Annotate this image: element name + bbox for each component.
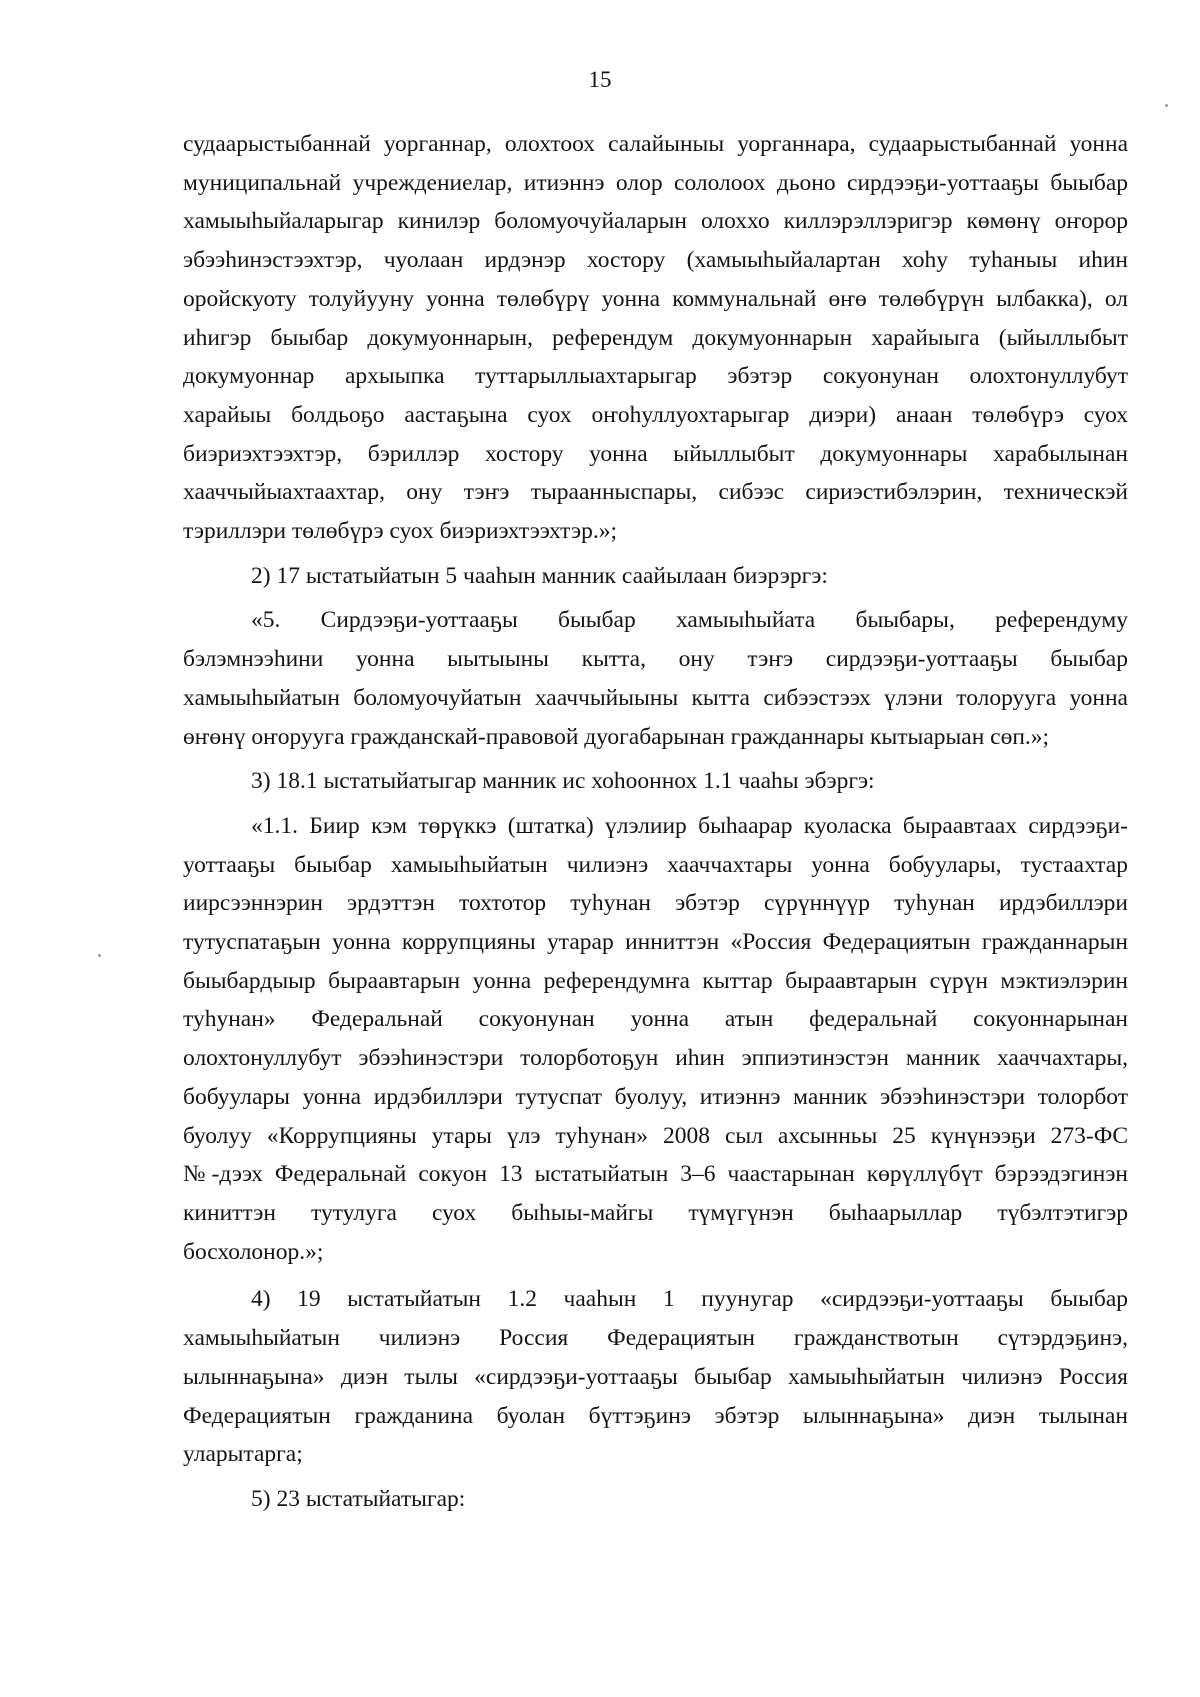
paragraph-item-5 bbox=[183, 1480, 1128, 1519]
text-line: бобуулары уонна ирдэбиллэри тутуспат буолуу, итиэннэ манник эбээһинэстэри толорбот bbox=[183, 1083, 1128, 1110]
text-line: муниципальнай учреждениелар, итиэннэ олор сололоох дьоно сирдээҕи-уоттааҕы быыбар bbox=[183, 169, 1128, 196]
paragraph-item-2 bbox=[183, 557, 1128, 596]
text-line: босхолонор.»; bbox=[183, 1238, 324, 1265]
text-line: буолуу «Коррупцияны утары үлэ туһунан» 2008 сыл ахсынньы 25 күнүнээҕи 273-ФС bbox=[183, 1122, 1128, 1149]
text-line: уларытарга; bbox=[183, 1441, 303, 1468]
text-line: быыбардыыр быраавтарын уонна референдумҥа кыттар быраавтарын сүрүн мэктиэлэрин bbox=[183, 967, 1128, 994]
text-line: хамыыһыйатын чилиэнэ Россия Федерациятын гражданствотын сүтэрдэҕинэ, bbox=[183, 1325, 1128, 1352]
paragraph-item-3 bbox=[183, 762, 1128, 801]
text-line: 5) 23 ыстатыйатыгар: bbox=[251, 1485, 466, 1512]
text-line: №-дээх Федеральнай сокуон 13 ыстатыйатын 3–6 чаастарынан көрүллүбүт бэрээдэгинэн bbox=[183, 1161, 1128, 1188]
text-line: докумуоннар архыыпка туттарыллыахтарыгар эбэтэр сокуонунан олохтонуллубут bbox=[183, 363, 1128, 390]
text-line: 2) 17 ыстатыйатын 5 чааһын манник саайылаан биэрэргэ: bbox=[251, 562, 828, 589]
document-body bbox=[183, 125, 1128, 1519]
text-line: биэриэхтээхтэр, бэриллэр хостору уонна ыйыллыбыт докумуоннары харабылынан bbox=[183, 440, 1128, 467]
text-line: оройскуоту толуйууну уонна төлөбүрү уонна коммунальнай өҥө төлөбүрүн ылбакка), ол bbox=[183, 285, 1128, 312]
text-line: ылыннаҕына» диэн тылы «сирдээҕи-уоттааҕы быыбар хамыыһыйатын чилиэнэ Россия bbox=[183, 1363, 1128, 1390]
text-line: киниттэн тутулуга суох быһыы-майгы түмүгүнэн быһаарыллар түбэлтэтигэр bbox=[183, 1199, 1128, 1226]
text-line: тэриллэри төлөбүрэ суох биэриэхтээхтэр.»; bbox=[183, 518, 617, 545]
scan-speck bbox=[1165, 104, 1168, 107]
paragraph-continuation bbox=[183, 125, 1128, 551]
text-line: «5. Сирдээҕи-уоттааҕы быыбар хамыыһыйата быыбары, референдуму bbox=[251, 607, 1128, 634]
paragraph-item-4 bbox=[183, 1280, 1128, 1474]
text-line: 4) 19 ыстатыйатын 1.2 чааһын 1 пуунугар «сирдээҕи-уоттааҕы быыбар bbox=[251, 1286, 1128, 1313]
text-line: хамыыһыйатын боломуочуйатын хааччыйыыны кытта сибээстээх үлэни толорууга уонна bbox=[183, 684, 1128, 711]
text-line: тутуспатаҕын уонна коррупцияны утарар инниттэн «Россия Федерациятын гражданнарын bbox=[183, 929, 1128, 956]
text-line: иһигэр быыбар докумуоннарын, референдум докумуоннарын харайыыга (ыйыллыбыт bbox=[183, 324, 1128, 351]
text-line: эбээһинэстээхтэр, чуолаан ирдэнэр хостору (хамыыһыйалартан хоһу туһаныы иһин bbox=[183, 247, 1128, 274]
text-line: уоттааҕы быыбар хамыыһыйатын чилиэнэ хааччахтары уонна бобуулары, тустаахтар bbox=[183, 851, 1128, 878]
text-line: 3) 18.1 ыстатыйатыгар манник ис хоһооннох 1.1 чааһы эбэргэ: bbox=[251, 768, 875, 795]
text-line: бэлэмнээһини уонна ыытыыны кытта, ону тэҥэ сирдээҕи-уоттааҕы быыбар bbox=[183, 646, 1128, 673]
page-number: 15 bbox=[588, 67, 612, 92]
scan-speck bbox=[98, 954, 101, 957]
text-line: судаарыстыбаннай уорганнар, олохтоох салайыныы уорганнара, судаарыстыбаннай уонна bbox=[183, 131, 1128, 157]
paragraph-quote-1-1 bbox=[183, 807, 1128, 1271]
text-line: иирсээннэрин эрдэттэн тохтотор туһунан эбэтэр сүрүннүүр туһунан ирдэбиллэри bbox=[183, 890, 1128, 917]
text-line: харайыы болдьоҕо аастаҕына суох оҥоһуллуохтарыгар диэри) анаан төлөбүрэ суох bbox=[183, 401, 1128, 428]
text-line: «1.1. Биир кэм төрүккэ (штатка) үлэлиир быһаарар куоласка быраавтаах сирдээҕи- bbox=[251, 812, 1128, 839]
paragraph-quote-5 bbox=[183, 601, 1128, 756]
text-line: туһунан» Федеральнай сокуонунан уонна атын федеральнай сокуоннарынан bbox=[183, 1006, 1128, 1033]
text-line: олохтонуллубут эбээһинэстэри толорботоҕун иһин эппиэтинэстэн манник хааччахтары, bbox=[183, 1045, 1128, 1072]
text-line: хааччыйыахтаахтар, ону тэҥэ тыраанныспары, сибээс сириэстибэлэрин, техническэй bbox=[183, 479, 1128, 506]
text-line: Федерациятын гражданина буолан бүттэҕинэ эбэтэр ылыннаҕына» диэн тылынан bbox=[183, 1402, 1128, 1429]
text-line: өҥөнү оҥорууга гражданскай-правовой дуогабарынан гражданнары кытыарыан сөп.»; bbox=[183, 723, 1050, 750]
text-line: хамыыһыйаларыгар кинилэр боломуочуйаларын олоххо киллэрэллэригэр көмөнү оҥорор bbox=[183, 208, 1128, 235]
